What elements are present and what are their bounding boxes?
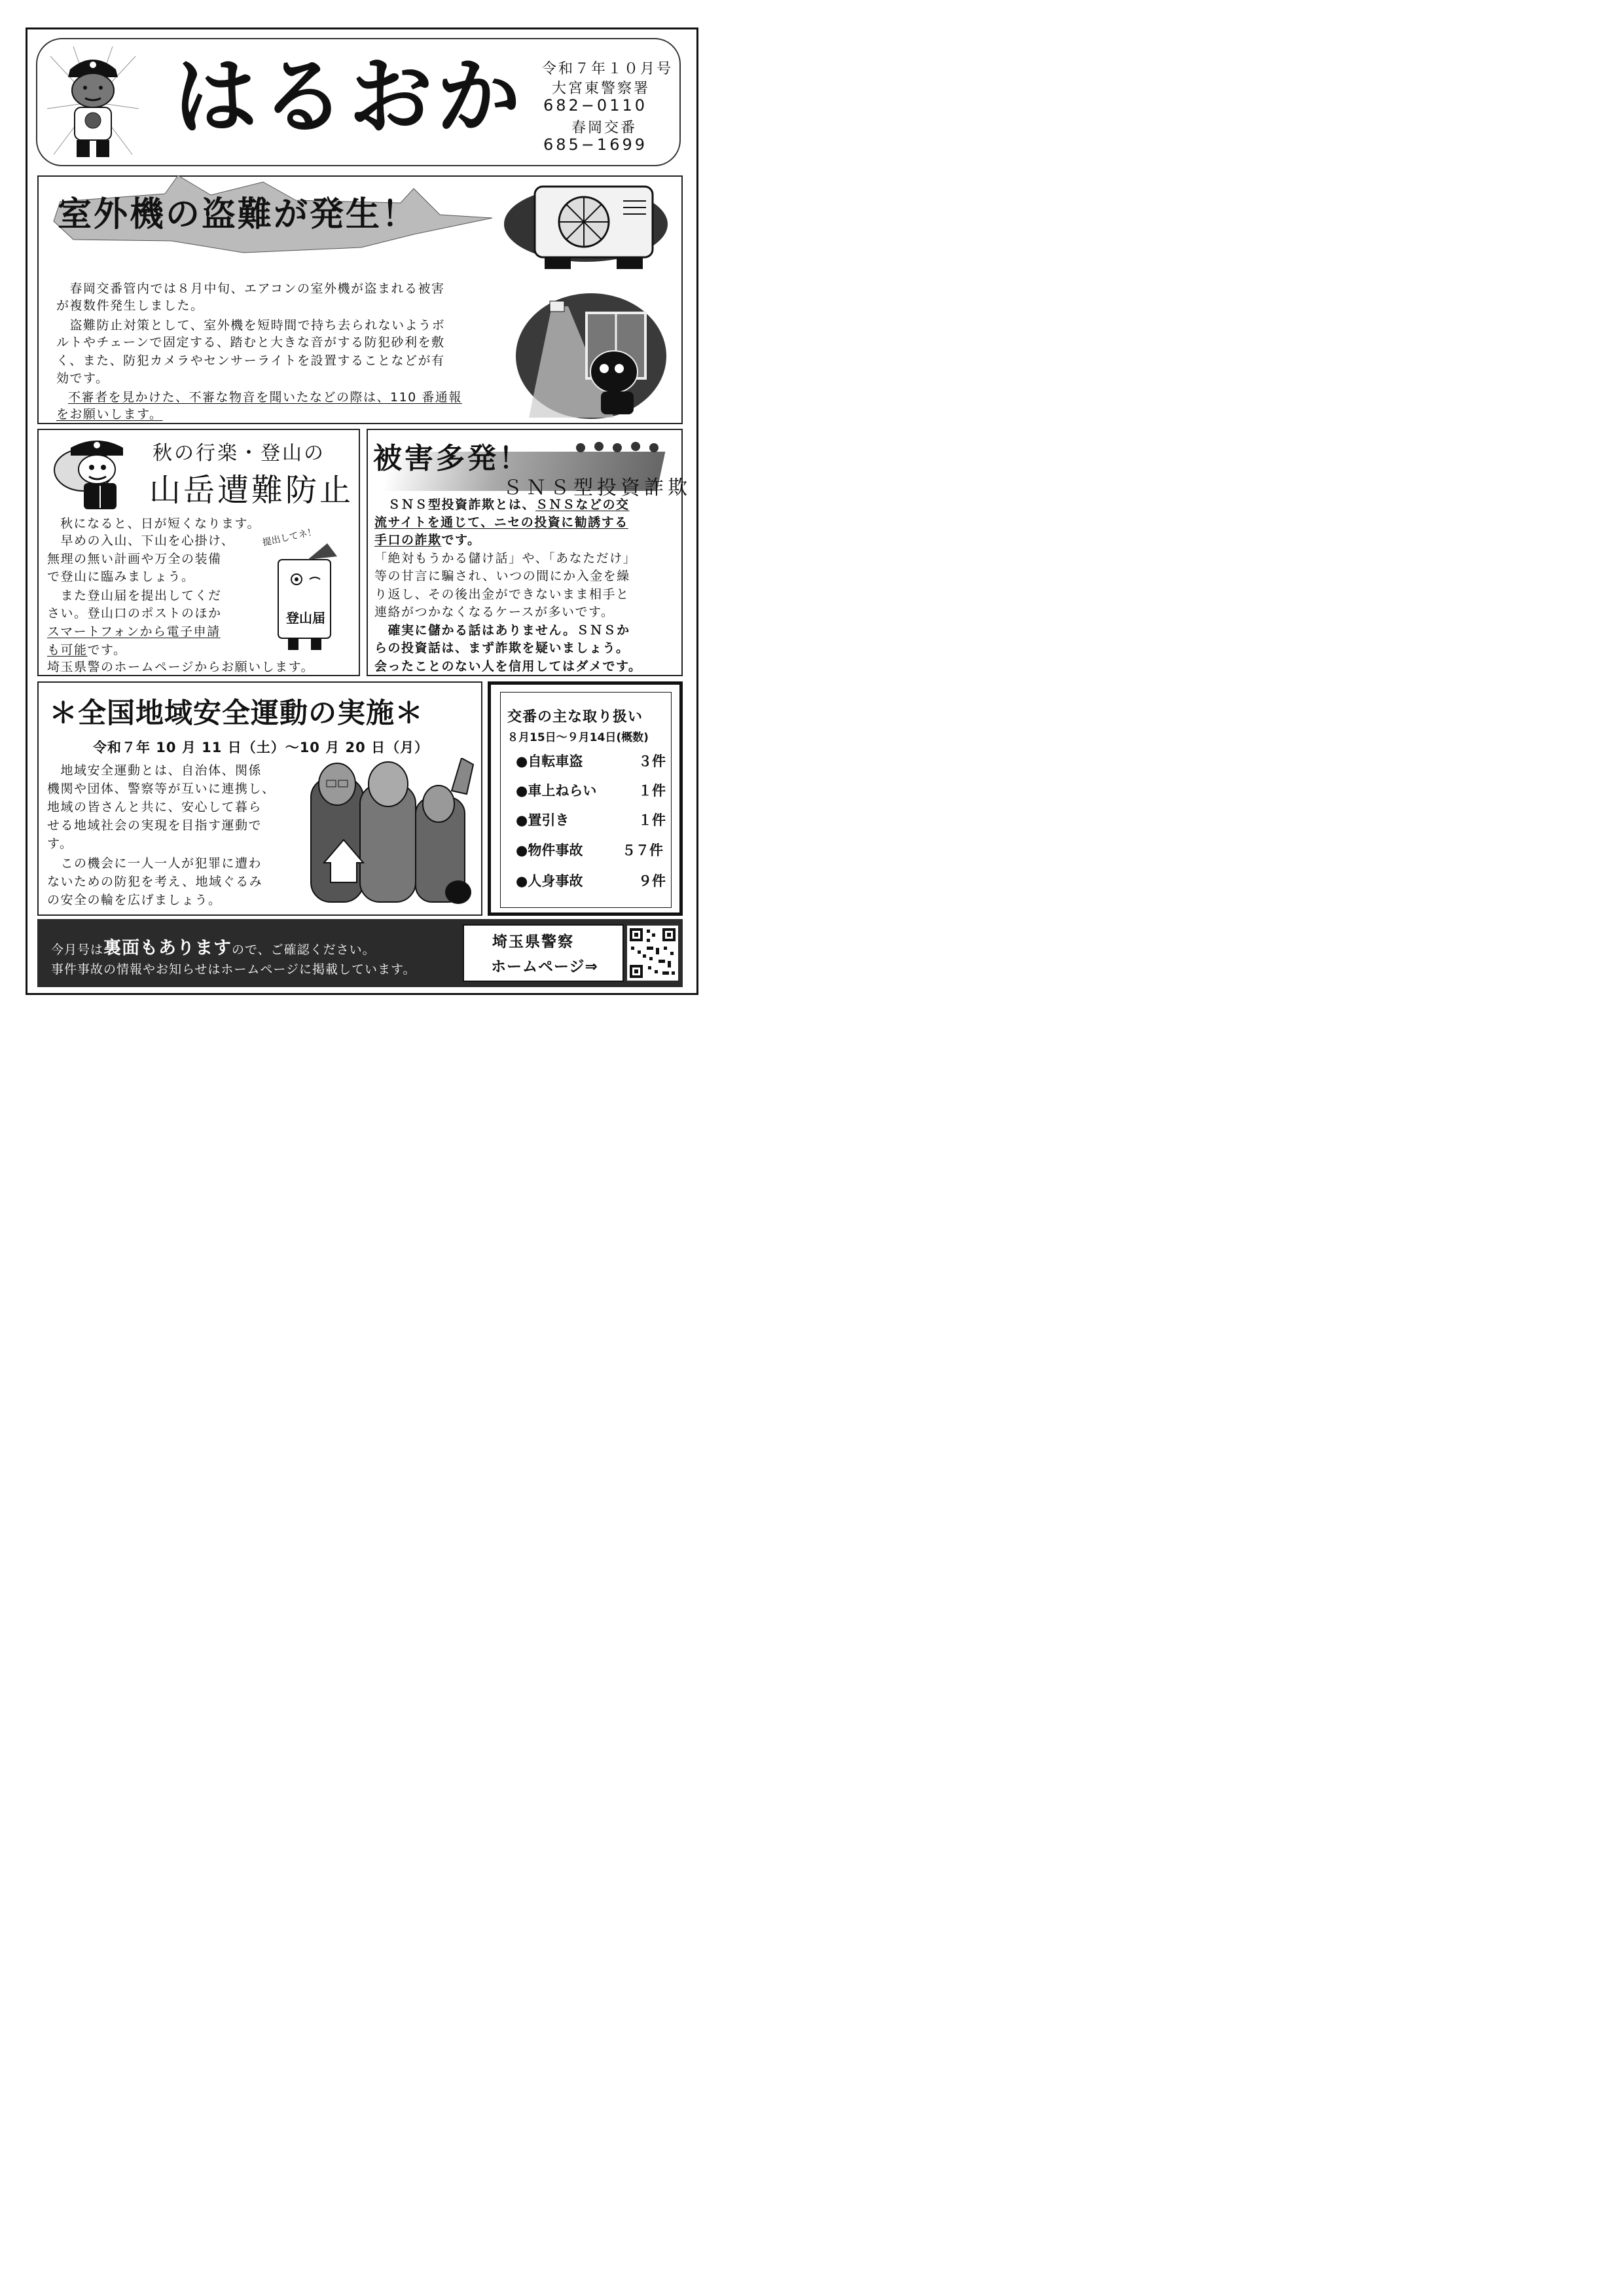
burglar-with-flashlight-icon [516, 293, 666, 419]
sns-subtitle: ＳＮＳ型投資詐欺 [503, 477, 691, 499]
police-mascot-icon [47, 43, 139, 161]
homepage-link-line2[interactable]: ホームページ⇒ [491, 958, 598, 975]
stats-row-label: ●自転車盗 [516, 753, 583, 769]
sns-text-6: り返し、その後出金ができないまま相手と [374, 587, 630, 602]
campaign-text-8: の安全の輪を広げましょう。 [47, 893, 222, 907]
theft-text-2b: ルトやチェーンで固定する、踏むと大きな音がする防犯砂利を敷 [56, 335, 445, 350]
sns-text-3: 手口の詐欺です。 [374, 533, 481, 547]
qr-code-icon[interactable] [627, 926, 678, 981]
station-phone: 682−0110 [543, 96, 647, 115]
koban-phone: 685−1699 [543, 136, 647, 154]
sns-text-10: 会ったことのない人を信用してはダメです。 [374, 659, 642, 674]
campaign-dates: 令和７年 10 月 11 日（土）〜10 月 20 日（月） [93, 740, 429, 755]
climbing-form-label: 登山届 [286, 610, 325, 626]
mountain-text-7: スマートフォンから電子申請 [47, 624, 221, 639]
mountain-title: 山岳遭難防止 [149, 472, 354, 509]
saluting-police-mascot-icon [51, 433, 143, 512]
campaign-text-4: せる地域社会の実現を目指す運動で [47, 818, 262, 833]
campaign-text-5: す。 [47, 837, 73, 851]
stats-row-value: ９件 [638, 873, 666, 889]
flower-decoration-icon [573, 435, 671, 458]
sns-text-5: 等の甘言に騙され、いつの間にか入金を繰 [374, 569, 630, 583]
community-people-icon [298, 758, 475, 910]
air-conditioner-icon [532, 181, 662, 273]
koban-name: 春岡交番 [571, 120, 638, 136]
footer-text-1: 今月号は裏面もありますので、ご確認ください。 [51, 938, 376, 958]
sns-text-9: らの投資話は、まず詐欺を疑いましょう。 [374, 641, 630, 655]
sns-text-7: 連絡がつかなくなるケースが多いです。 [374, 605, 615, 619]
theft-text-2a: 盗難防止対策として、室外機を短時間で持ち去られないようボ [56, 318, 446, 333]
theft-report-notice-2: をお願いします。 [56, 407, 163, 422]
newsletter-title: はるおか [173, 48, 525, 146]
mountain-text-2: 早めの入山、下山を心掛け、 [47, 533, 235, 548]
mountain-text-9: 埼玉県警のホームページからお願いします。 [47, 660, 315, 674]
mountain-text-4: で登山に臨みましょう。 [47, 569, 195, 584]
theft-headline: 室外機の盗難が発生！ [58, 195, 418, 234]
mountain-text-5: また登山届を提出してくだ [47, 588, 222, 603]
sns-text-4: 「絶対もうかる儲け話」や、「あなただけ」 [374, 551, 637, 566]
campaign-text-1: 地域安全運動とは、自治体、関係 [47, 763, 262, 778]
sns-headline: 被害多発！ [373, 442, 530, 475]
campaign-text-3: 地域の皆さんと共に、安心して暮ら [47, 800, 262, 814]
stats-period: ８月15日〜９月14日(概数) [507, 731, 649, 744]
campaign-text-7: ないための防犯を考え、地域ぐるみ [47, 875, 263, 889]
campaign-text-2: 機関や団体、警察等が互いに連携し、 [47, 782, 276, 796]
stats-row-value: ３件 [638, 753, 666, 769]
stats-row-value: １件 [638, 783, 666, 799]
footer-text-2: 事件事故の情報やお知らせはホームページに掲載しています。 [51, 962, 416, 977]
sns-text-2: 流サイトを通じて、ニセの投資に勧誘する [374, 515, 628, 530]
stats-title: 交番の主な取り扱い [507, 709, 643, 725]
theft-report-notice-1: 不審者を見かけた、不審な物音を聞いたなどの際は、110 番通報 [68, 390, 462, 405]
submit-bubble: 提出してネ！ [261, 526, 317, 549]
stats-row-label: ●物件事故 [516, 842, 583, 858]
mountain-subtitle: 秋の行楽・登山の [153, 442, 325, 465]
stats-row-value: １件 [638, 812, 666, 828]
stats-row-label: ●置引き [516, 812, 569, 828]
station-name: 大宮東警察署 [552, 81, 651, 97]
stats-row-value: ５７件 [622, 842, 663, 858]
sns-text-8: 確実に儲かる話はありません。ＳＮＳか [374, 623, 630, 638]
mountain-text-1: 秋になると、日が短くなります。 [60, 516, 261, 531]
theft-text-2c: く、また、防犯カメラやセンサーライトを設置することなどが有 [56, 353, 445, 368]
mountain-text-6: さい。登山口のポストのほか [47, 606, 222, 621]
climbing-form-mascot-icon [272, 540, 344, 651]
homepage-link-line1[interactable]: 埼玉県警察 [492, 933, 574, 950]
mountain-text-8: も可能です。 [47, 643, 127, 657]
theft-text-1b: が複数件発生しました。 [56, 298, 204, 313]
theft-text-2d: 効です。 [56, 371, 109, 386]
issue-label: 令和７年１０月号 [542, 61, 674, 77]
sns-text-1: ＳＮＳ型投資詐欺とは、ＳＮＳなどの交 [374, 497, 630, 512]
campaign-text-6: この機会に一人一人が犯罪に遭わ [47, 856, 262, 871]
campaign-headline: ＊全国地域安全運動の実施＊ [49, 697, 424, 730]
stats-row-label: ●人身事故 [516, 873, 583, 889]
stats-row-label: ●車上ねらい [516, 783, 597, 799]
theft-text-1a: 春岡交番管内では８月中旬、エアコンの室外機が盗まれる被害 [56, 281, 445, 296]
mountain-text-3: 無理の無い計画や万全の装備 [47, 552, 222, 566]
